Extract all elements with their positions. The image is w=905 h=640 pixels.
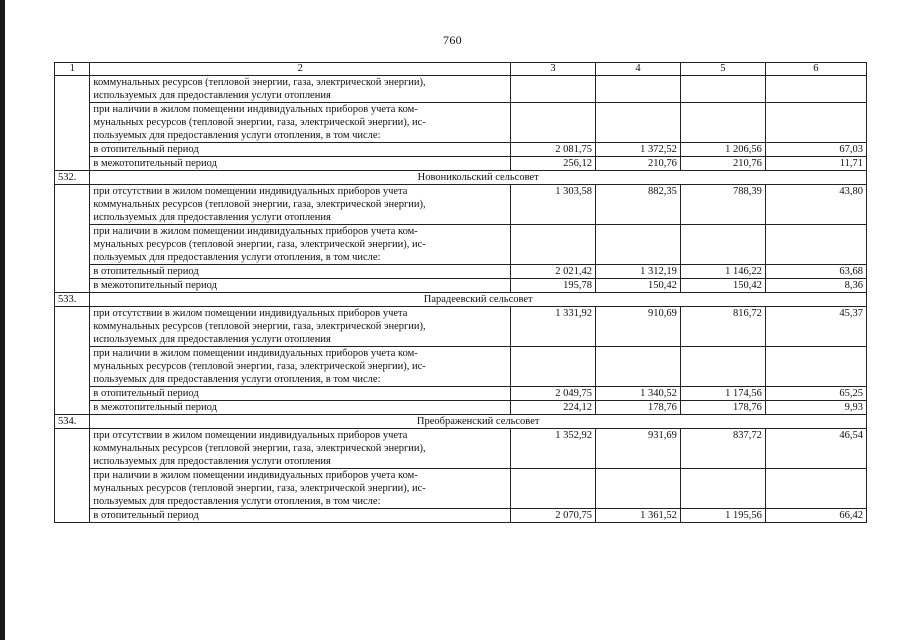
description-line: мунальных ресурсов (тепловой энергии, газа, электрической энергии), ис- — [93, 117, 426, 128]
value-cell — [765, 347, 866, 387]
row-description — [90, 307, 511, 347]
table-row — [55, 76, 867, 103]
value-cell — [680, 347, 765, 387]
description-line: при отсутствии в жилом помещении индивидуальных приборов учета — [93, 186, 408, 197]
table-row — [55, 347, 867, 387]
value-cell: 816,72 — [680, 307, 765, 347]
page-number: 760 — [443, 33, 462, 47]
value-cell: 1 206,56 — [680, 143, 765, 157]
value-cell: 210,76 — [595, 157, 680, 171]
row-description — [90, 469, 511, 509]
table-row — [55, 143, 867, 157]
value-cell — [680, 103, 765, 143]
page-edge-rule — [0, 0, 5, 640]
value-cell: 210,76 — [680, 157, 765, 171]
value-cell: 910,69 — [595, 307, 680, 347]
value-cell — [595, 225, 680, 265]
section-title: Новоникольский сельсовет — [90, 171, 867, 185]
table-row — [55, 265, 867, 279]
value-cell — [765, 225, 866, 265]
value-cell: 1 146,22 — [680, 265, 765, 279]
section-title: Парадеевский сельсовет — [90, 293, 867, 307]
value-cell: 67,03 — [765, 143, 866, 157]
value-cell: 2 021,42 — [511, 265, 596, 279]
value-cell: 224,12 — [511, 401, 596, 415]
description-line: пользуемых для предоставления услуги отопления, в том числе: — [93, 130, 381, 141]
column-header-row — [55, 63, 867, 76]
description-line: используемых для предоставления услуги отопления — [93, 456, 331, 467]
value-cell — [595, 103, 680, 143]
description-line: пользуемых для предоставления услуги отопления, в том числе: — [93, 374, 381, 385]
value-cell: 2 049,75 — [511, 387, 596, 401]
row-number-cell — [55, 76, 90, 171]
value-cell: 2 081,75 — [511, 143, 596, 157]
section-number: 532. — [55, 171, 90, 185]
column-header: 2 — [90, 63, 511, 76]
value-cell: 788,39 — [680, 185, 765, 225]
description-line: мунальных ресурсов (тепловой энергии, газа, электрической энергии), ис- — [93, 361, 426, 372]
value-cell: 150,42 — [595, 279, 680, 293]
table-row — [55, 157, 867, 171]
value-cell: 1 195,56 — [680, 509, 765, 523]
value-cell: 2 070,75 — [511, 509, 596, 523]
value-cell: 150,42 — [680, 279, 765, 293]
row-number-cell — [55, 185, 90, 293]
value-cell — [765, 469, 866, 509]
value-cell: 1 174,56 — [680, 387, 765, 401]
row-label: в отопительный период — [90, 509, 511, 523]
section-header-row — [55, 415, 867, 429]
description-line: мунальных ресурсов (тепловой энергии, газа, электрической энергии), ис- — [93, 483, 426, 494]
value-cell: 45,37 — [765, 307, 866, 347]
description-line: используемых для предоставления услуги отопления — [93, 334, 331, 345]
value-cell — [595, 469, 680, 509]
section-header-row — [55, 171, 867, 185]
column-header: 1 — [55, 63, 90, 76]
description-line: пользуемых для предоставления услуги отопления, в том числе: — [93, 496, 381, 507]
value-cell — [680, 469, 765, 509]
value-cell: 11,71 — [765, 157, 866, 171]
column-header: 3 — [511, 63, 596, 76]
value-cell — [511, 76, 596, 103]
description-line: коммунальных ресурсов (тепловой энергии, газа, электрической энергии), — [93, 77, 426, 88]
row-label: в межотопительный период — [90, 279, 511, 293]
row-label: в межотопительный период — [90, 401, 511, 415]
table-row — [55, 185, 867, 225]
value-cell — [765, 103, 866, 143]
row-number-cell — [55, 429, 90, 523]
row-label: в отопительный период — [90, 387, 511, 401]
row-label: в отопительный период — [90, 265, 511, 279]
description-line: коммунальных ресурсов (тепловой энергии, газа, электрической энергии), — [93, 443, 426, 454]
value-cell: 1 352,92 — [511, 429, 596, 469]
column-header: 5 — [680, 63, 765, 76]
section-number: 534. — [55, 415, 90, 429]
value-cell: 1 331,92 — [511, 307, 596, 347]
value-cell: 178,76 — [595, 401, 680, 415]
row-description — [90, 225, 511, 265]
value-cell — [511, 225, 596, 265]
section-number: 533. — [55, 293, 90, 307]
value-cell — [680, 76, 765, 103]
tariff-table — [54, 62, 867, 523]
table-row — [55, 469, 867, 509]
description-line: используемых для предоставления услуги отопления — [93, 90, 331, 101]
value-cell — [680, 225, 765, 265]
value-cell: 178,76 — [680, 401, 765, 415]
description-line: при наличии в жилом помещении индивидуальных приборов учета ком- — [93, 104, 418, 115]
value-cell: 46,54 — [765, 429, 866, 469]
column-header: 6 — [765, 63, 866, 76]
section-header-row — [55, 293, 867, 307]
description-line: при наличии в жилом помещении индивидуальных приборов учета ком- — [93, 348, 418, 359]
value-cell — [511, 469, 596, 509]
row-description — [90, 76, 511, 103]
value-cell: 1 372,52 — [595, 143, 680, 157]
description-line: используемых для предоставления услуги отопления — [93, 212, 331, 223]
value-cell — [511, 347, 596, 387]
value-cell: 1 340,52 — [595, 387, 680, 401]
value-cell — [511, 103, 596, 143]
row-description — [90, 185, 511, 225]
value-cell — [595, 76, 680, 103]
row-number-cell — [55, 307, 90, 415]
value-cell: 65,25 — [765, 387, 866, 401]
row-description — [90, 429, 511, 469]
description-line: пользуемых для предоставления услуги отопления, в том числе: — [93, 252, 381, 263]
value-cell: 931,69 — [595, 429, 680, 469]
value-cell: 8,36 — [765, 279, 866, 293]
row-label: в отопительный период — [90, 143, 511, 157]
table-row — [55, 103, 867, 143]
table-row — [55, 429, 867, 469]
value-cell: 1 312,19 — [595, 265, 680, 279]
value-cell: 9,93 — [765, 401, 866, 415]
description-line: при отсутствии в жилом помещении индивидуальных приборов учета — [93, 308, 408, 319]
value-cell — [765, 76, 866, 103]
description-line: при отсутствии в жилом помещении индивидуальных приборов учета — [93, 430, 408, 441]
description-line: коммунальных ресурсов (тепловой энергии, газа, электрической энергии), — [93, 321, 426, 332]
value-cell: 63,68 — [765, 265, 866, 279]
value-cell: 1 361,52 — [595, 509, 680, 523]
table-row — [55, 387, 867, 401]
value-cell: 256,12 — [511, 157, 596, 171]
value-cell — [595, 347, 680, 387]
description-line: коммунальных ресурсов (тепловой энергии, газа, электрической энергии), — [93, 199, 426, 210]
description-line: мунальных ресурсов (тепловой энергии, газа, электрической энергии), ис- — [93, 239, 426, 250]
table-row — [55, 509, 867, 523]
table-row — [55, 307, 867, 347]
value-cell: 882,35 — [595, 185, 680, 225]
description-line: при наличии в жилом помещении индивидуальных приборов учета ком- — [93, 226, 418, 237]
row-label: в межотопительный период — [90, 157, 511, 171]
row-description — [90, 103, 511, 143]
section-title: Преображенский сельсовет — [90, 415, 867, 429]
table-row — [55, 225, 867, 265]
table-row — [55, 279, 867, 293]
value-cell: 837,72 — [680, 429, 765, 469]
row-description — [90, 347, 511, 387]
table-row — [55, 401, 867, 415]
value-cell: 195,78 — [511, 279, 596, 293]
value-cell: 1 303,58 — [511, 185, 596, 225]
value-cell: 43,80 — [765, 185, 866, 225]
description-line: при наличии в жилом помещении индивидуальных приборов учета ком- — [93, 470, 418, 481]
value-cell: 66,42 — [765, 509, 866, 523]
column-header: 4 — [595, 63, 680, 76]
